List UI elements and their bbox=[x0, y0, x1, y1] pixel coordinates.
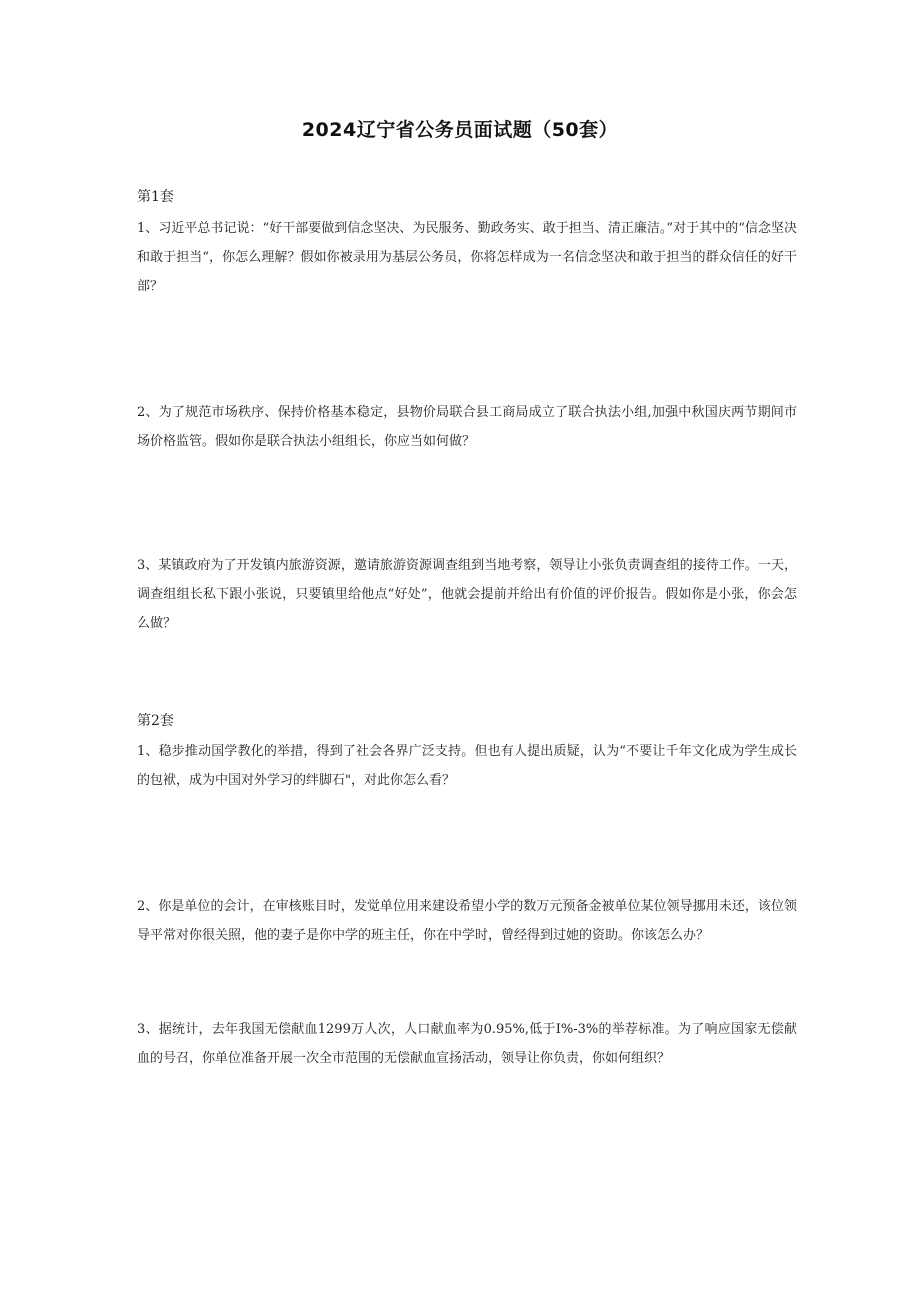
set-2-question-2: 2、你是单位的会计，在审核账目时，发觉单位用来建设希望小学的数万元预备金被单位某位领导挪用未还，该位领导平常对你很关照，他的妻子是你中学的班主任，你在中学时，曾经得到过她的资助。你该怎么办？ bbox=[137, 899, 797, 943]
set-1-question-1: 1、习近平总书记说：“好干部要做到信念坚决、为民服务、勤政务实、敢于担当、清正廉洁。”对于其中的“信念坚决和敢于担当“，你怎么理解？假如你被录用为基层公务员，你将怎样成为一名信念坚决和敢于担当的群众信任的好干部？ bbox=[137, 221, 797, 294]
set-2-question-3: 3、据统计，去年我国无偿献血1299万人次，人口献血率为0.95%,低于I%-3%的举荐标准。为了响应国家无偿献血的号召，你单位准备开展一次全市范围的无偿献血宣扬活动，领导让你负责，你如何组织？ bbox=[137, 1022, 797, 1066]
set-1-heading: 第1套 bbox=[137, 189, 174, 205]
document-title: 2024辽宁省公务员面试题（50套） bbox=[301, 119, 619, 141]
set-1-question-2: 2、为了规范市场秩序、保持价格基本稳定，县物价局联合县工商局成立了联合执法小组,加强中秋国庆两节期间市场价格监管。假如你是联合执法小组组长，你应当如何做？ bbox=[137, 405, 797, 449]
set-2-question-1: 1、稳步推动国学教化的举措，得到了社会各界广泛支持。但也有人提出质疑，认为“不要让千年文化成为学生成长的包袱，成为中国对外学习的绊脚石"，对此你怎么看？ bbox=[137, 744, 797, 788]
set-1-question-3: 3、某镇政府为了开发镇内旅游资源，邀请旅游资源调查组到当地考察，领导让小张负责调查组的接待工作。一天，调查组组长私下跟小张说，只要镇里给他点“好处”，他就会提前并给出有价值的评价报告。假如你是小张，你会怎么做？ bbox=[137, 558, 797, 631]
set-2-heading: 第2套 bbox=[137, 713, 174, 729]
